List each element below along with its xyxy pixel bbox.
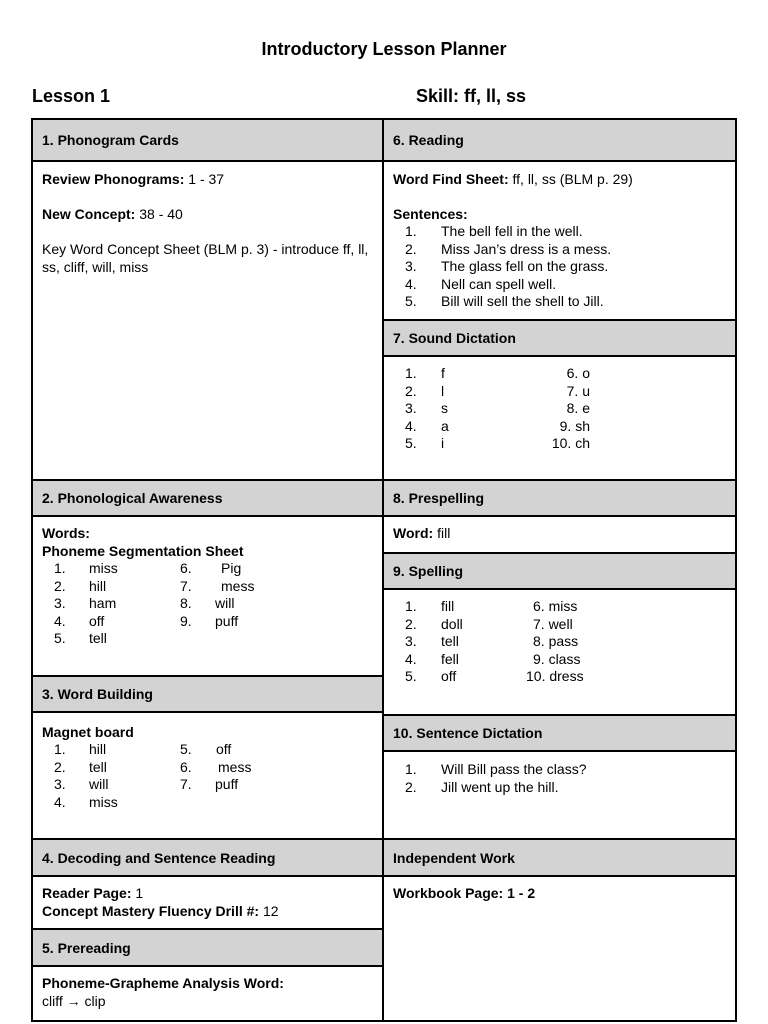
word-find-value: ff, ll, ss (BLM p. 29): [508, 171, 633, 187]
word-find-label: Word Find Sheet:: [393, 171, 509, 187]
review-phonograms-label: Review Phonograms:: [42, 171, 185, 187]
section-header-word-building: 3. Word Building: [33, 675, 382, 713]
fluency-drill-label: Concept Mastery Fluency Drill #:: [42, 902, 260, 919]
section-header-decoding: 4. Decoding and Sentence Reading: [33, 838, 382, 877]
list-item: 6. miss: [533, 598, 578, 614]
fluency-drill-value: 12: [259, 902, 279, 919]
sound-dictation-right: [510, 365, 590, 453]
new-concept-label: New Concept:: [42, 206, 136, 222]
reading-content: [393, 171, 633, 224]
decoding-content: [42, 885, 279, 920]
section-header-phonological-awareness: 2. Phonological Awareness: [33, 479, 382, 517]
words-label: Words:: [42, 525, 90, 541]
prereading-content: [42, 975, 284, 1010]
list-item: 9. sh: [559, 417, 590, 434]
list-item: 7. well: [533, 615, 573, 632]
list-item: 9. class: [533, 650, 581, 667]
list-item: 8. e: [566, 400, 590, 416]
analysis-word-value: cliff → clip: [42, 992, 106, 1009]
analysis-word-label: Phoneme-Grapheme Analysis Word:: [42, 975, 284, 991]
section-header-phonogram-cards: 1. Phonogram Cards: [33, 120, 382, 162]
page-title: Introductory Lesson Planner: [261, 39, 507, 59]
section-header-sound-dictation: 7. Sound Dictation: [384, 319, 735, 357]
prespelling-word-label: Word:: [393, 525, 434, 541]
phoneme-segmentation-label: Phoneme Segmentation Sheet: [42, 542, 244, 559]
key-word-concept-text: Key Word Concept Sheet (BLM p. 3) - introduce ff, ll, ss, cliff, will, miss: [42, 241, 369, 275]
list-item: 10. dress: [526, 668, 584, 684]
list-item: 6. o: [566, 365, 590, 381]
section-header-prespelling: 8. Prespelling: [384, 479, 735, 517]
skill-label: Skill: ff, ll, ss: [416, 86, 527, 106]
section-header-prereading: 5. Prereading: [33, 928, 382, 967]
lesson-label: Lesson 1: [32, 86, 111, 106]
review-phonograms-value: 1 - 37: [184, 171, 225, 187]
phonological-awareness-labels: [42, 525, 243, 560]
section-header-independent-work: Independent Work: [384, 838, 735, 877]
new-concept-value: 38 - 40: [135, 206, 183, 222]
magnet-board-label: Magnet board: [42, 724, 134, 740]
workbook-page-label: Workbook Page: 1 - 2: [393, 885, 536, 901]
spelling-right: [526, 598, 584, 686]
list-item: 8. pass: [533, 633, 579, 649]
section-header-sentence-dictation: 10. Sentence Dictation: [384, 714, 735, 752]
list-item: 7. u: [566, 382, 590, 399]
section-header-reading: 6. Reading: [384, 120, 735, 162]
section-header-spelling: 9. Spelling: [384, 552, 735, 590]
reader-page-label: Reader Page:: [42, 885, 132, 901]
phonogram-cards-content: [42, 171, 374, 276]
prespelling-word-value: fill: [433, 525, 451, 541]
list-item: 10. ch: [551, 435, 590, 451]
sentences-label: Sentences:: [393, 206, 468, 222]
prespelling-content: [393, 525, 450, 543]
reader-page-value: 1: [131, 885, 144, 901]
